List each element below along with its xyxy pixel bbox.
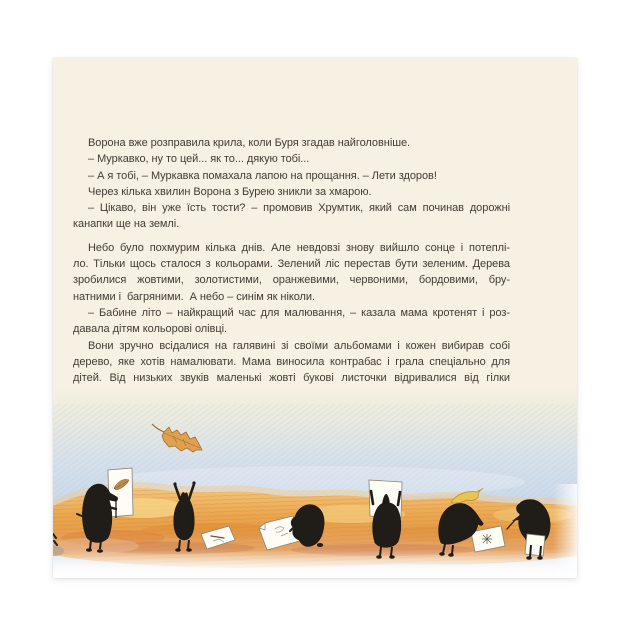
mole-body <box>373 503 401 548</box>
story-text <box>73 135 510 403</box>
story-line: – Цікаво, він уже їсть тости? – промовив Хрумтик, який сам починав дорожні <box>88 202 510 215</box>
story-line: дітей. Від низьких звуків маленькі жовті букові листочки відривалися від гілки <box>73 372 510 385</box>
drawing-sheet <box>108 468 133 517</box>
apron-sheet <box>525 534 545 556</box>
story-line: натними і багряними. А небо – синім як ніколи. <box>73 290 316 303</box>
story-line: давала дітям кольорові олівці. <box>73 323 227 336</box>
story-line: Небо було похмурим кілька днів. Але невдовзі знову вийшло сонце і потеплі- <box>88 241 510 254</box>
ground-right-fade <box>553 484 577 578</box>
book-page <box>53 58 577 578</box>
story-line: Ворона вже розправила крила, коли Буря згадав найголовніше. <box>88 137 411 149</box>
star-drawing <box>482 534 492 544</box>
autumn-meadow-illustration <box>53 388 577 578</box>
story-line: Через кілька хвилин Ворона з Бурею зникли за хмарою. <box>88 185 372 198</box>
paragraph-spacer <box>73 233 510 240</box>
story-line: Вони зручно всідалися на галявині зі своїми альбомами і кожен вибирав собі <box>88 339 510 352</box>
story-line: зробилися жовтими, золотистими, оранжевими, червоними, бордовими, бру- <box>73 274 510 287</box>
story-line: – А я тобі, – Муркавка помахала лапою на прощання. – Лети здоров! <box>88 169 437 182</box>
story-line: – Бабине літо – найкращий час для малювання, – казала мама кротенят і роз- <box>88 306 510 319</box>
story-line: дерево, яке хотів намалювати. Мама виносила контрабас і грала спеціально для <box>73 355 510 368</box>
story-line: канапки ще на землі. <box>73 218 180 231</box>
story-line: ло. Тільки щось сталося з кольорами. Зелений ліс перестав бути зеленим. Дерева <box>73 258 510 271</box>
story-line: – Муркавко, ну то цей... як то... дякую тобі... <box>88 153 310 166</box>
